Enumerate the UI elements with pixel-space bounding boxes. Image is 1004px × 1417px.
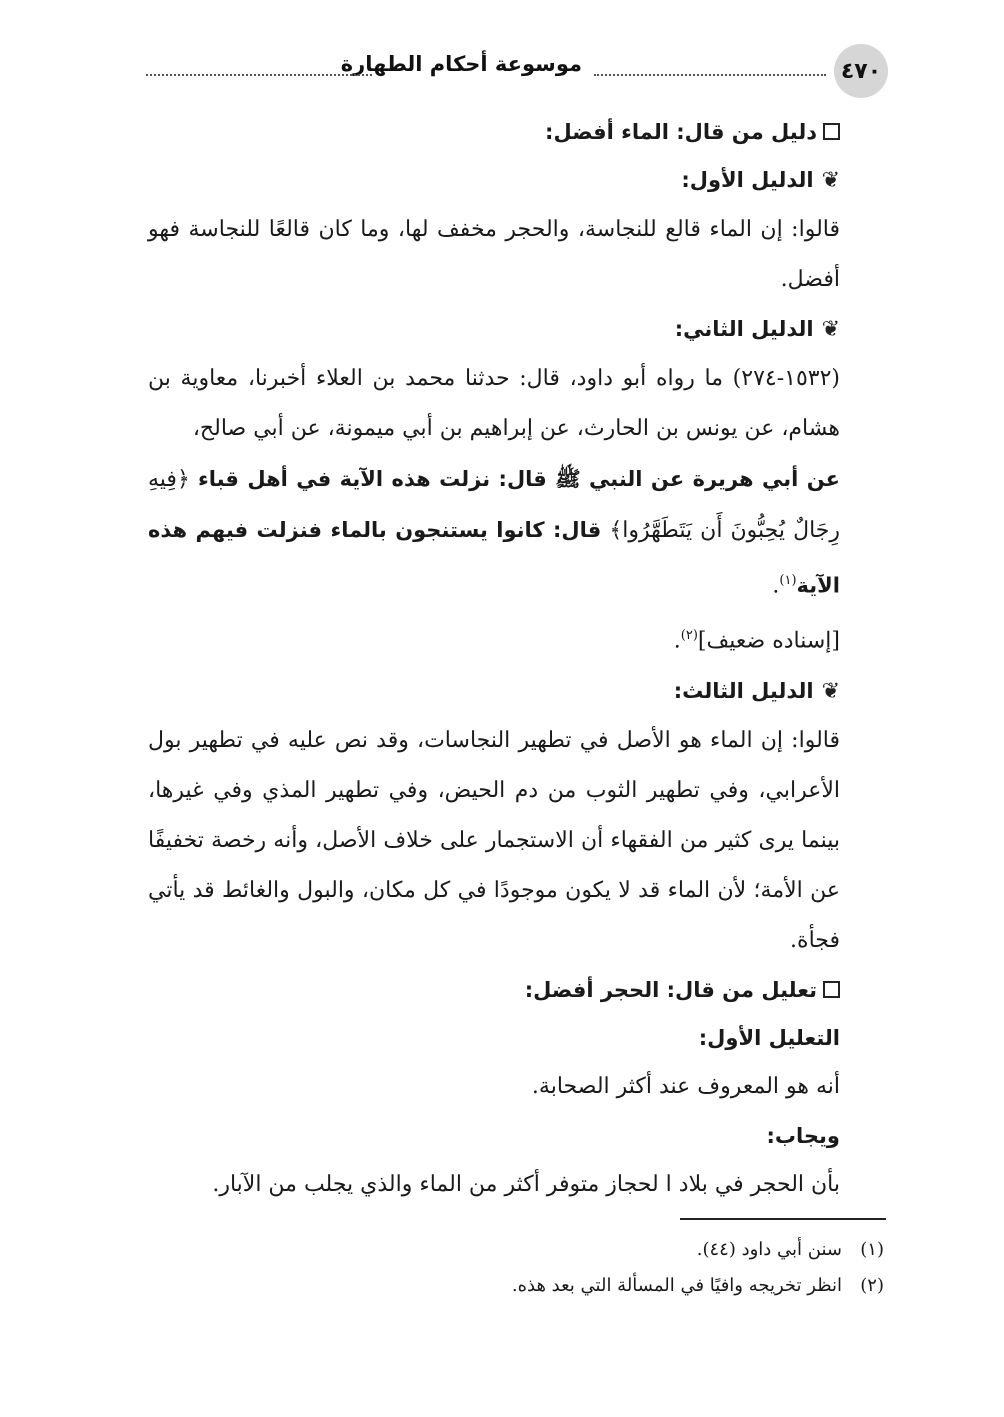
section-heading-stone: تعليل من قال: الحجر أفضل: bbox=[148, 966, 888, 1014]
page-body bbox=[148, 108, 888, 1210]
leaf-ornament-icon: ❦ bbox=[821, 678, 840, 704]
footnote-separator bbox=[680, 1218, 886, 1220]
footnote-marker-1: (١) bbox=[779, 573, 797, 588]
book-title: موسوعة أحكام الطهارة bbox=[340, 52, 582, 76]
evidence-1-title: ❦الدليل الأول: bbox=[148, 156, 888, 205]
square-bullet-icon bbox=[823, 981, 840, 998]
evidence-2-narration: (١٥٣٢-٢٧٤) ما رواه أبو داود، قال: حدثنا محمد بن العلاء أخبرنا، معاوية بن هشام، عن يونس بن الحارث، عن إبراهيم بن أبي ميمونة، عن أبي صالح، bbox=[148, 366, 840, 441]
header-dotted-rule-left bbox=[146, 74, 372, 76]
hadith-grade: [إسناده ضعيف]$^{(٢)}$. bbox=[673, 628, 840, 654]
evidence-2-title: ❦الدليل الثاني: bbox=[148, 305, 888, 354]
evidence-2-matn: عن أبي هريرة عن النبي ﷺ قال: نزلت هذه الآية في أهل قباء ﴿فِيهِ رِجَالٌ يُحِبُّونَ أَن يَتَطَهَّرُوا﴾ قال: كانوا يستنجون بالماء فنزلت فيهم هذه الآية$^{(١)}$. bbox=[148, 467, 840, 599]
reason-1-title: التعليل الأول: bbox=[698, 1025, 840, 1050]
footnote-marker-2: (٢) bbox=[680, 628, 698, 644]
footnote-1: (١)سنن أبي داود (٤٤). bbox=[696, 1239, 884, 1260]
leaf-ornament-icon: ❦ bbox=[821, 317, 840, 342]
answer-text: بأن الحجر في بلاد ا لحجاز متوفر أكثر من الماء والذي يجلب من الآبار. bbox=[212, 1171, 840, 1197]
answer-label: ويجاب: bbox=[766, 1123, 840, 1148]
reason-1-text: أنه هو المعروف عند أكثر الصحابة. bbox=[531, 1073, 840, 1099]
page-number: ٤٧٠ bbox=[834, 44, 888, 98]
evidence-1-text: قالوا: إن الماء قالع للنجاسة، والحجر مخفف لها، وما كان قالعًا للنجاسة فهو أفضل. bbox=[148, 217, 840, 292]
evidence-3-text: قالوا: إن الماء هو الأصل في تطهير النجاسات، وقد نص عليه في تطهير بول الأعرابي، وفي تطهير الثوب من دم الحيض، وفي تطهير المذي وفي غيرها، بينما يرى كثير من الفقهاء أن الاستجمار على خلاف الأصل، وأنه رخصة تخفيفًا عن الأمة؛ لأن الماء قد لا يكون موجودًا في كل مكان، والبول والغائط قد يأتي فجأة. bbox=[148, 727, 840, 953]
footnotes bbox=[148, 1232, 888, 1304]
running-header bbox=[146, 40, 890, 104]
header-dotted-rule-right bbox=[594, 74, 826, 76]
evidence-3-title: ❦الدليل الثالث: bbox=[148, 667, 888, 716]
quran-verse: ﴿فِيهِ رِجَالٌ يُحِبُّونَ أَن يَتَطَهَّرُوا﴾ bbox=[148, 467, 840, 543]
leaf-ornament-icon: ❦ bbox=[821, 168, 840, 193]
footnote-2: (٢)انظر تخريجه وافيًا في المسألة التي بعد هذه. bbox=[511, 1275, 884, 1296]
section-heading-water: دليل من قال: الماء أفضل: bbox=[148, 108, 888, 156]
square-bullet-icon bbox=[823, 123, 840, 140]
